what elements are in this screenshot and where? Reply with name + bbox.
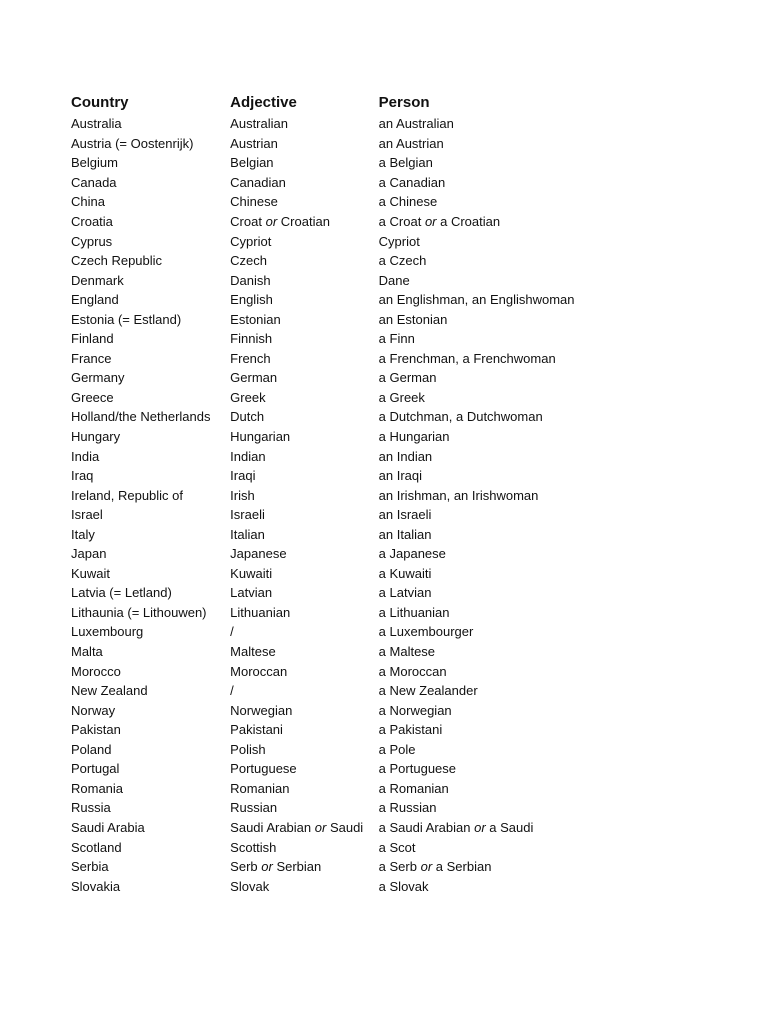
cell-text: a Canadian [378,174,446,190]
cell-text: Slovak [230,878,270,894]
cell-text: a Croatian [440,214,501,229]
person-cell [379,720,631,739]
adjective-cell [230,310,379,329]
cell-text: a Kuwaiti [378,565,432,581]
person-cell [379,759,631,778]
cell-text: Italian [230,526,265,542]
cell-text: a Saudi [489,819,534,835]
cell-text: Irish [230,487,255,503]
adjective-cell [230,251,379,270]
country-cell: Italy [71,526,95,542]
cell-text: Serb [230,859,258,875]
person-cell [379,701,631,720]
country-cell: Australia [71,116,122,132]
cell-text: Scottish [230,839,277,855]
country-cell: Luxembourg [71,624,144,640]
cell-text: Austrian [230,135,278,151]
person-cell [379,838,631,857]
table-row [71,876,631,896]
cell-text: a German [378,370,437,386]
country-cell: Germany [71,370,125,386]
person-cell [379,486,631,505]
cell-text: Romanian [230,780,290,796]
table-row [71,427,631,447]
country-cell: Israel [71,507,103,523]
table-row [71,779,631,799]
person-cell [379,114,631,133]
country-cell: Serbia [71,859,109,875]
table-row [71,818,631,838]
nationality-table [71,92,631,896]
cell-text: German [230,370,278,386]
cell-text: Moroccan [230,663,288,679]
country-cell: Estonia (= Estland) [71,311,182,327]
adjective-cell [230,114,379,133]
table-row [71,544,631,564]
country-cell: Portugal [71,761,120,777]
cell-text: a Pole [378,741,416,757]
cell-text: Israeli [230,507,265,523]
cell-text: a Maltese [378,644,436,660]
cell-text: Danish [230,272,271,288]
cell-text: a Luxembourger [378,624,474,640]
country-cell: Cyprus [71,233,113,249]
person-cell [379,622,631,641]
cell-text: Polish [230,741,266,757]
person-cell [379,388,631,407]
cell-text: Pakistani [230,722,283,738]
person-cell [379,153,631,172]
person-cell [379,232,631,251]
person-cell [379,271,631,290]
country-cell: Poland [71,741,112,757]
cell-text: Indian [230,448,266,464]
adjective-cell [230,544,379,563]
country-cell: Iraq [71,468,94,484]
table-row [71,153,631,173]
country-cell: Kuwait [71,565,111,581]
country-cell: Slovakia [71,878,121,894]
adjective-cell [230,838,379,857]
country-cell: Austria (= Oostenrijk) [71,135,194,151]
cell-text: a Greek [378,389,425,405]
adjective-cell [230,173,379,192]
country-cell: Norway [71,702,116,718]
country-cell: China [71,194,105,210]
cell-text: a Chinese [378,194,438,210]
person-cell [379,290,631,309]
table-row [71,740,631,760]
cell-text: a Japanese [378,546,446,562]
country-cell: Croatia [71,214,113,229]
cell-text: an Austrian [378,135,444,151]
cell-text: a Romanian [378,780,449,796]
person-cell [379,134,631,153]
table-row [71,349,631,369]
adjective-cell [230,857,379,876]
cell-text: a Belgian [378,155,433,171]
adjective-cell [230,603,379,622]
table-row [71,564,631,584]
adjective-cell [230,134,379,153]
cell-text: a Czech [378,253,427,269]
person-cell [379,192,631,211]
table-row [71,661,631,681]
country-cell: India [71,448,100,464]
cell-text: a Frenchman, a Frenchwoman [378,350,556,366]
country-cell: Japan [71,546,107,562]
person-cell [379,329,631,348]
person-cell [379,251,631,270]
table-row [71,505,631,525]
person-cell [379,447,631,466]
table-row [71,309,631,329]
table-header [71,92,631,112]
cell-text: a Slovak [378,878,429,894]
cell-text: a Norwegian [378,702,452,718]
adjective-cell [230,329,379,348]
table-row [71,329,631,349]
cell-text: a Serbian [435,859,492,875]
adjective-cell [230,505,379,524]
cell-text: Finnish [230,331,273,347]
table-row [71,407,631,427]
country-cell: Finland [71,331,114,347]
or-connector: or [474,819,486,835]
cell-text: a Scot [378,839,416,855]
person-cell [379,798,631,817]
cell-text: an Italian [378,526,432,542]
cell-text: an Irishman, an Irishwoman [378,487,539,503]
cell-text: an Australian [378,116,454,132]
person-cell [379,212,631,231]
adjective-cell [230,720,379,739]
person-cell [379,505,631,524]
cell-text: / [230,683,234,699]
adjective-cell [230,583,379,602]
cell-text: a Dutchman, a Dutchwoman [378,409,543,425]
cell-text: Canadian [230,174,286,190]
cell-text: Belgian [230,155,274,171]
cell-text: Japanese [230,546,287,562]
adjective-cell [230,622,379,641]
adjective-cell [230,388,379,407]
country-cell: Russia [71,800,111,816]
person-cell [379,310,631,329]
or-connector: or [265,214,278,229]
country-cell: Czech Republic [71,253,163,269]
adjective-cell [230,662,379,681]
country-cell: Greece [71,389,114,405]
or-connector: or [424,214,437,229]
country-cell: Scotland [71,839,122,855]
person-cell [379,368,631,387]
header-adjective: Adjective [230,93,297,111]
cell-text: Latvian [230,585,273,601]
adjective-cell [230,192,379,211]
country-cell: France [71,350,112,366]
table-row [71,173,631,193]
cell-text: an Indian [378,448,433,464]
table-row [71,485,631,505]
adjective-cell [230,779,379,798]
person-cell [379,349,631,368]
header-person: Person [378,93,430,111]
table-row [71,837,631,857]
country-cell: Holland/the Netherlands [71,409,211,425]
country-cell: Canada [71,174,117,190]
country-cell: Denmark [71,272,124,288]
table-row [71,720,631,740]
cell-text: Australian [230,116,288,132]
cell-text: a Lithuanian [378,604,450,620]
country-cell: Lithaunia (= Lithouwen) [71,604,207,620]
or-connector: or [314,819,327,835]
cell-text: Saudi Arabian [230,819,312,835]
table-row [71,603,631,623]
cell-text: Czech [230,253,268,269]
person-cell [379,407,631,426]
cell-text: Lithuanian [230,604,291,620]
cell-text: Croat [230,214,262,229]
country-cell: Latvia (= Letland) [71,585,172,601]
person-cell [379,544,631,563]
cell-text: Norwegian [230,702,293,718]
cell-text: a Finn [378,331,415,347]
table-row [71,466,631,486]
cell-text: a Pakistani [378,722,443,738]
cell-text: a Moroccan [378,663,447,679]
cell-text: Cypriot [230,233,272,249]
cell-text: Estonian [230,311,281,327]
cell-text: a Hungarian [378,429,450,445]
header-country: Country [71,93,129,111]
table-row [71,368,631,388]
table-row [71,759,631,779]
adjective-cell [230,564,379,583]
country-cell: Saudi Arabia [71,819,145,835]
adjective-cell [230,349,379,368]
cell-text: Croatian [280,214,330,229]
cell-text: a Russian [378,800,437,816]
cell-text: an Iraqi [378,468,423,484]
adjective-cell [230,740,379,759]
table-row [71,192,631,212]
or-connector: or [420,859,433,875]
cell-text: Dane [378,272,410,288]
person-cell [379,564,631,583]
person-cell [379,525,631,544]
cell-text: Hungarian [230,429,291,445]
cell-text: Russian [230,800,278,816]
cell-text: an Estonian [378,311,448,327]
person-cell [379,427,631,446]
cell-text: a Serb [378,859,417,875]
cell-text: an Israeli [378,507,432,523]
table-row [71,270,631,290]
person-cell [379,466,631,485]
cell-text: French [230,350,271,366]
country-cell: Pakistan [71,722,121,738]
adjective-cell [230,701,379,720]
cell-text: an Englishman, an Englishwoman [378,292,575,308]
adjective-cell [230,212,379,231]
person-cell [379,173,631,192]
person-cell [379,857,631,876]
table-row [71,212,631,232]
table-row [71,251,631,271]
cell-text: Maltese [230,644,276,660]
table-row [71,622,631,642]
person-cell [379,681,631,700]
table-row [71,114,631,134]
country-cell: New Zealand [71,683,148,699]
cell-text: Chinese [230,194,278,210]
adjective-cell [230,798,379,817]
adjective-cell [230,447,379,466]
adjective-cell [230,271,379,290]
cell-text: a Croat [378,214,422,229]
adjective-cell [230,368,379,387]
adjective-cell [230,290,379,309]
cell-text: Saudi [329,819,364,835]
person-cell [379,583,631,602]
country-cell: Hungary [71,429,121,445]
cell-text: a Saudi Arabian [378,819,471,835]
adjective-cell [230,525,379,544]
table-row [71,798,631,818]
table-row [71,446,631,466]
cell-text: Portuguese [230,761,297,777]
table-row [71,231,631,251]
adjective-cell [230,877,379,896]
person-cell [379,662,631,681]
adjective-cell [230,818,379,837]
person-cell [379,877,631,896]
adjective-cell [230,759,379,778]
table-row [71,524,631,544]
adjective-cell [230,232,379,251]
adjective-cell [230,153,379,172]
table-row [71,700,631,720]
person-cell [379,642,631,661]
country-cell: Romania [71,780,124,796]
country-cell: Ireland, Republic of [71,487,184,503]
cell-text: a New Zealander [378,683,478,699]
table-row [71,857,631,877]
adjective-cell [230,466,379,485]
country-cell: England [71,292,119,308]
cell-text: Kuwaiti [230,565,273,581]
person-cell [379,740,631,759]
cell-text: / [230,624,234,640]
table-row [71,388,631,408]
table-row [71,583,631,603]
cell-text: Serbian [276,859,322,875]
adjective-cell [230,681,379,700]
cell-text: a Latvian [378,585,432,601]
cell-text: English [230,292,273,308]
adjective-cell [230,486,379,505]
cell-text: Dutch [230,409,265,425]
cell-text: Greek [230,389,266,405]
table-row [71,681,631,701]
country-cell: Malta [71,644,103,660]
table-row [71,290,631,310]
cell-text: Iraqi [230,468,256,484]
cell-text: a Portuguese [378,761,457,777]
person-cell [379,818,631,837]
cell-text: Cypriot [378,233,420,249]
table-row [71,134,631,154]
person-cell [379,779,631,798]
table-body [71,114,631,896]
table-row [71,642,631,662]
person-cell [379,603,631,622]
adjective-cell [230,407,379,426]
country-cell: Morocco [71,663,121,679]
adjective-cell [230,427,379,446]
adjective-cell [230,642,379,661]
or-connector: or [261,859,273,875]
country-cell: Belgium [71,155,118,171]
